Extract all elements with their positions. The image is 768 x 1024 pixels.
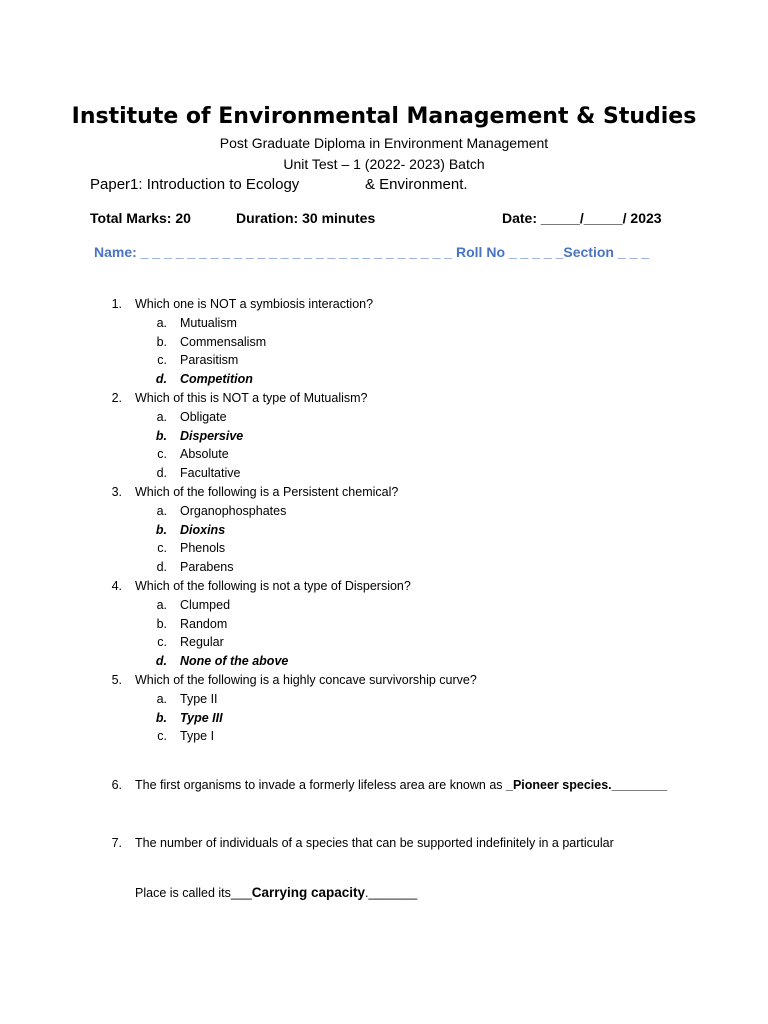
option-letter: a. [156,597,167,612]
option-letter: b. [155,710,167,725]
option-text: Clumped [180,597,231,612]
option-letter: c. [157,353,167,368]
option-letter: a. [156,503,167,518]
program-title: Post Graduate Diploma in Environment Management [219,135,549,151]
test-title: Unit Test – 1 (2022- 2023) Batch [283,156,485,172]
question-6-text: The first organisms to invade a formerly lifeless area are known as [135,778,506,792]
question-7-suffix: ._______ [365,886,418,900]
option-text: Parabens [180,560,234,575]
option-text: Type I [180,729,215,744]
option-text: Type II [180,691,218,706]
option-letter: a. [156,315,167,330]
institute-title: Institute of Environmental Management & Studies [71,104,697,129]
option-text: Phenols [180,541,226,556]
option-letter: a. [156,409,167,424]
name-field: Name: _ _ _ _ _ _ _ _ _ _ _ _ _ _ _ _ _ _ _ _ _ _ _ _ _ _ _ [94,244,453,260]
duration: Duration: 30 minutes [236,210,376,226]
question-number: 6. [111,778,122,792]
option-letter: a. [156,691,167,706]
option-text: Organophosphates [180,503,287,518]
option-text: Parasitism [180,353,239,368]
option-text-answer: Dioxins [180,522,226,537]
option-letter: b. [156,334,167,349]
option-letter: c. [157,729,167,744]
question-number: 2. [111,391,122,405]
question-6-answer: _Pioneer species.________ [506,778,668,792]
option-text: Commensalism [180,334,267,349]
question-number: 5. [111,673,122,687]
paper-title [90,176,468,193]
question-text: Which of this is NOT a type of Mutualism? [135,391,368,405]
question-text: Which of the following is not a type of Dispersion? [135,579,411,593]
question-7-prefix: Place is called its___ [135,886,252,900]
option-text-answer: Type III [180,710,223,725]
option-letter: d. [156,466,167,481]
total-marks: Total Marks: 20 [90,210,191,226]
question-7-line2 [135,885,417,900]
question-7-answer: Carrying capacity [251,885,366,900]
option-letter: c. [157,447,167,462]
option-text-answer: Competition [180,372,253,387]
option-text: Absolute [180,447,229,462]
question-text: Which of the following is a highly concave survivorship curve? [135,673,477,687]
option-letter: c. [157,541,167,556]
question-text: Which one is NOT a symbiosis interaction? [135,297,374,311]
paper-title-part2: & Environment. [365,176,468,193]
question-7-line1: The number of individuals of a species that can be supported indefinitely in a particular [135,836,614,850]
paper-title-part1: Paper1: Introduction to Ecology [90,176,300,193]
exam-date: Date: _____/_____/ 2023 [502,210,662,226]
option-letter: d. [156,560,167,575]
option-text: Random [180,616,228,631]
option-text: Obligate [180,409,227,424]
option-letter: c. [157,635,167,650]
question-number: 7. [111,836,122,850]
question-number: 4. [111,579,122,593]
option-text-answer: None of the above [180,654,289,669]
option-letter: b. [155,428,167,443]
option-text: Facultative [180,466,241,481]
option-text: Regular [180,635,224,650]
option-letter: b. [156,616,167,631]
option-text-answer: Dispersive [180,428,244,443]
option-letter: b. [155,522,167,537]
question-text: Which of the following is a Persistent chemical? [135,485,399,499]
option-text: Mutualism [180,315,237,330]
roll-section-field: Roll No _ _ _ _ _Section _ _ _ [456,244,649,260]
option-letter: d. [155,372,167,387]
option-letter: d. [155,654,167,669]
question-number: 1. [111,297,122,311]
question-number: 3. [111,485,122,499]
question-text [135,778,667,792]
